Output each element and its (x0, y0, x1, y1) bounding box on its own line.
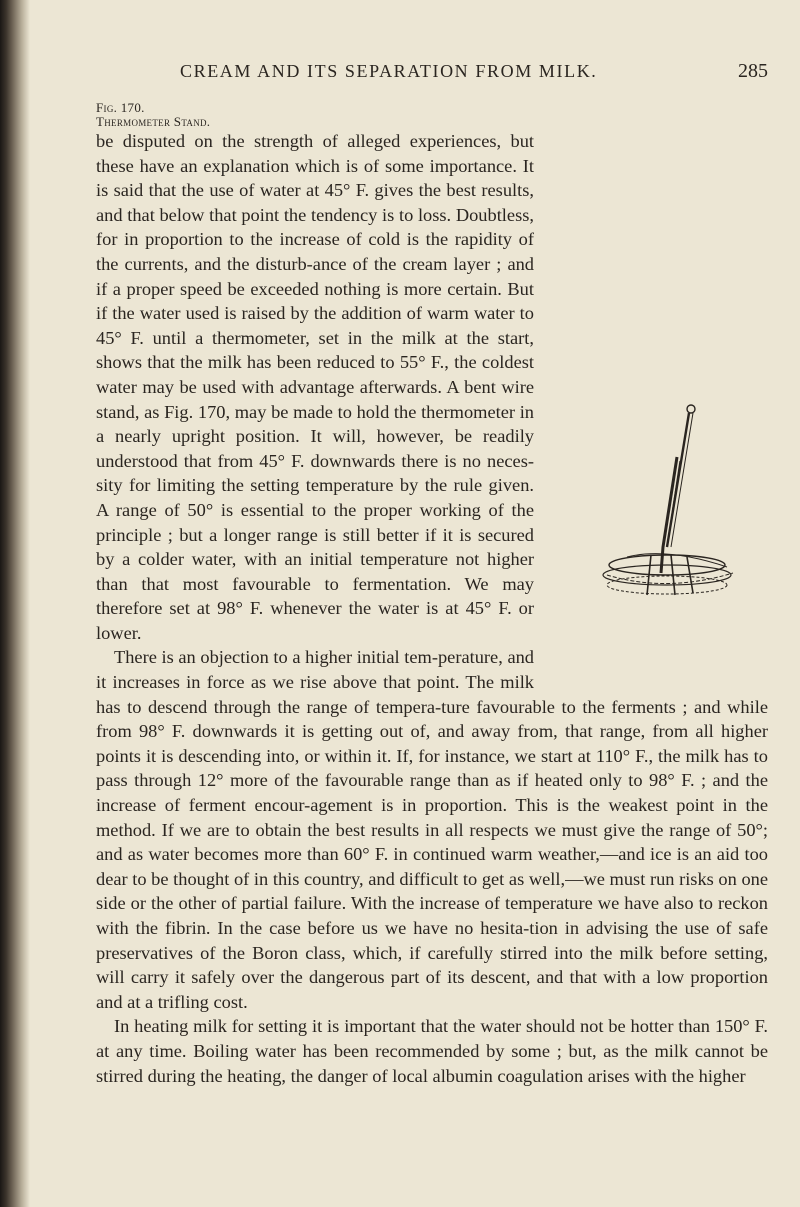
book-page (96, 60, 768, 1088)
running-header (180, 60, 768, 83)
figure-label: Fig. 170. (96, 100, 145, 115)
book-spine-shadow (0, 0, 30, 1207)
figure-170 (542, 397, 782, 669)
paragraph-2: There is an objection to a higher initial tem-perature, and it increases in force as we rise above that point. The milk has to descend through the range of tempera-ture favourable to the ferments ; and while from 98° F. downwards it is getting out of, and away from, that range, from all higher points it is descending into, or within it. If, for instance, we start at 110° F., the milk has to pass through 12° more of the favourable range than as if heated only to 98° F. ; and the increase of ferment encour-agement is in proportion. This is the weakest point in the method. If we are to obtain the best results in all respects we must give the range of 50°; and as water becomes more than 60° F. in continued warm weather,—and ice is an aid too dear to be thought of in this country, and difficult to get as well,—we must run risks on one side or the other of partial failure. With the increase of temperature we have also to reckon with the fibrin. In the case before us we have no hesita-tion in advising the use of safe preservatives of the Boron class, which, if carefully stirred into the milk before setting, will carry it safely over the dangerous part of its descent, and that with a low proportion and at a trifling cost. (96, 647, 768, 1012)
body-text (96, 101, 768, 1088)
thermometer-stand-illustration (587, 397, 737, 607)
figure-caption (96, 101, 768, 129)
figure-title: Thermometer Stand. (96, 114, 211, 129)
paragraph-1-text: be disputed on the strength of alleged experiences, but these have an explanation which is of some importance. It is said that the use of water at 45° F. gives the best results, and that below that point the tendency is to loss. Doubtless, for in proportion to the increase of cold is the rapidity of the currents, and the disturb-ance of the cream layer ; and if a proper speed be exceeded nothing is more certain. But if the water used is raised by the addition of warm water to 45° F. until a thermometer, set in the milk at the start, shows that the milk has been reduced to 55° F., the coldest water may be used with advantage afterwards. A bent wire stand, as Fig. 170, may be made to hold the thermometer in a nearly upright position. It will, however, be readily understood that from 45° F. downwards there is no neces-sity for limiting the setting temperature by the rule given. A range of 50° is essential to the proper working of the principle ; but a longer range is still better if it is secured by a colder water, with an initial temperature not higher than that most favourable to fermentation. We may therefore set at 98° F. whenever the water is at 45° F. or lower. (96, 131, 534, 643)
page-number: 285 (738, 60, 768, 82)
paragraph-3: In heating milk for setting it is important that the water should not be hotter than 150° F. at any time. Boiling water has been recommended by some ; but, as the milk cannot be stirred during the heating, the danger of local albumin coagulation arises with the higher (96, 1016, 768, 1086)
running-title: CREAM AND ITS SEPARATION FROM MILK. (180, 61, 598, 81)
